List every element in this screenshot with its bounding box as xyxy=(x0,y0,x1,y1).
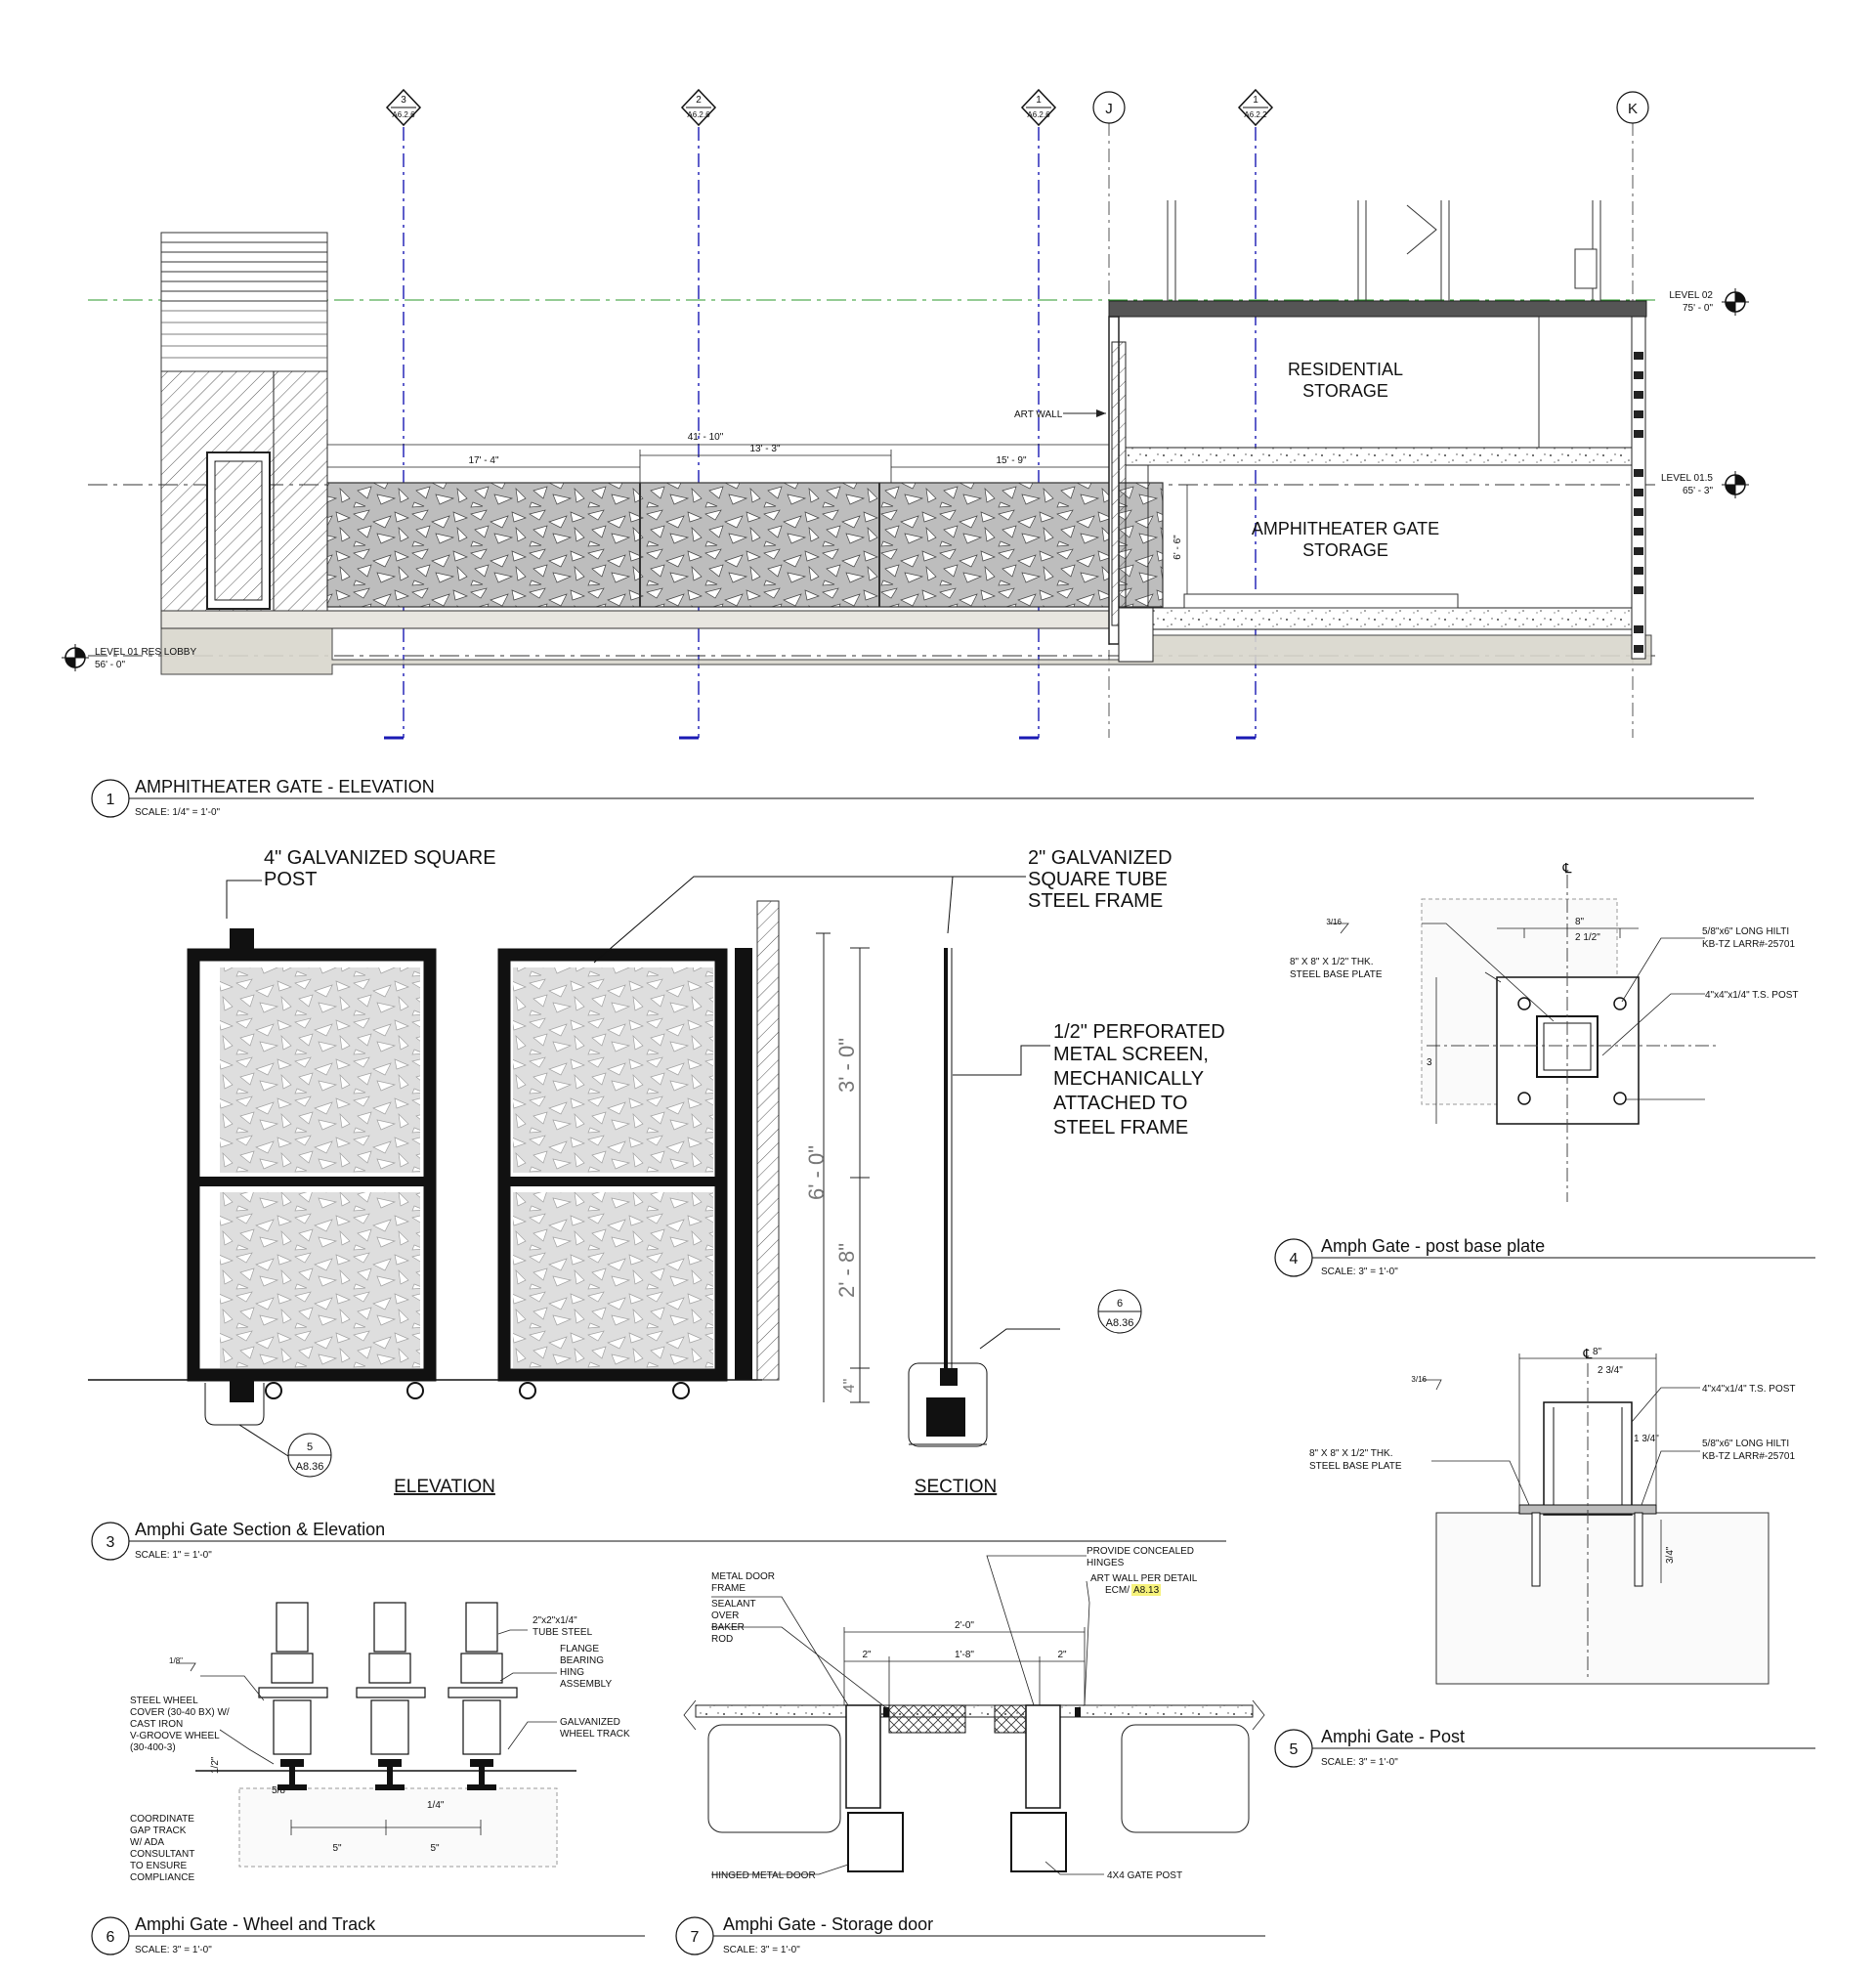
svg-text:LEVEL 01.5: LEVEL 01.5 xyxy=(1660,473,1713,484)
svg-text:Amph Gate - post base plate: Amph Gate - post base plate xyxy=(1321,1236,1546,1256)
svg-text:COORDINATE: COORDINATE xyxy=(130,1814,194,1825)
detail-title-4 xyxy=(1275,1236,1815,1277)
section-marker-1b xyxy=(1239,90,1272,125)
svg-text:4": 4" xyxy=(841,1378,858,1394)
svg-text:3: 3 xyxy=(1427,1057,1432,1068)
svg-text:℄: ℄ xyxy=(1583,1346,1593,1361)
svg-text:1'-8": 1'-8" xyxy=(955,1650,974,1660)
svg-text:BAKER: BAKER xyxy=(711,1622,745,1633)
callout-5[interactable] xyxy=(288,1434,331,1477)
svg-text:6: 6 xyxy=(106,1929,115,1946)
svg-text:CONSULTANT: CONSULTANT xyxy=(130,1849,195,1860)
svg-text:HINGES: HINGES xyxy=(1087,1558,1125,1568)
detail-4-base-plate xyxy=(1290,860,1799,1202)
svg-text:ATTACHED TO: ATTACHED TO xyxy=(1053,1093,1188,1114)
svg-text:3' - 0": 3' - 0" xyxy=(834,1037,859,1094)
detail-title-3 xyxy=(92,1520,1226,1561)
svg-text:56' - 0": 56' - 0" xyxy=(95,660,126,670)
svg-text:COVER (30-40 BX) W/: COVER (30-40 BX) W/ xyxy=(130,1707,230,1718)
svg-text:1: 1 xyxy=(1253,95,1258,106)
svg-text:STEEL WHEEL: STEEL WHEEL xyxy=(130,1696,198,1706)
svg-text:STEEL BASE PLATE: STEEL BASE PLATE xyxy=(1309,1461,1402,1472)
svg-text:4X4 GATE POST: 4X4 GATE POST xyxy=(1107,1870,1183,1881)
svg-text:1/2" PERFORATED: 1/2" PERFORATED xyxy=(1053,1021,1225,1043)
section-marker-3 xyxy=(387,90,420,125)
grid-bubble-k xyxy=(1617,92,1648,123)
svg-text:41' - 10": 41' - 10" xyxy=(687,432,724,443)
svg-text:LEVEL 02: LEVEL 02 xyxy=(1669,290,1713,301)
svg-text:Amphi Gate - Post: Amphi Gate - Post xyxy=(1321,1727,1466,1746)
svg-text:STORAGE: STORAGE xyxy=(1302,381,1388,401)
svg-text:℄: ℄ xyxy=(1562,860,1572,876)
svg-text:75' - 0": 75' - 0" xyxy=(1682,303,1713,314)
svg-text:4: 4 xyxy=(1289,1251,1299,1267)
svg-text:1 3/4": 1 3/4" xyxy=(1634,1434,1659,1444)
svg-text:2 1/2": 2 1/2" xyxy=(1575,932,1600,943)
svg-text:GAP TRACK: GAP TRACK xyxy=(130,1826,187,1836)
svg-text:GALVANIZED: GALVANIZED xyxy=(560,1717,620,1728)
svg-text:ECM/: ECM/ xyxy=(1105,1585,1130,1596)
svg-text:2": 2" xyxy=(862,1650,872,1660)
svg-text:(30-400-3): (30-400-3) xyxy=(130,1742,176,1753)
svg-text:3/16: 3/16 xyxy=(1326,918,1342,926)
grid-bubble-j xyxy=(1093,92,1125,123)
svg-text:ROD: ROD xyxy=(711,1634,734,1645)
detail-title-7 xyxy=(676,1914,1265,1955)
svg-text:A8.36: A8.36 xyxy=(295,1461,324,1473)
detail-7-storage-door xyxy=(684,1546,1264,1881)
svg-text:MECHANICALLY: MECHANICALLY xyxy=(1053,1068,1205,1090)
svg-text:METAL SCREEN,: METAL SCREEN, xyxy=(1053,1044,1209,1065)
level-015-marker xyxy=(1661,471,1749,498)
svg-text:13' - 3": 13' - 3" xyxy=(749,444,781,454)
svg-text:5": 5" xyxy=(332,1843,342,1854)
svg-text:AMPHITHEATER GATE - ELEVATION: AMPHITHEATER GATE - ELEVATION xyxy=(135,777,435,796)
svg-text:15' - 9": 15' - 9" xyxy=(996,455,1027,466)
svg-text:K: K xyxy=(1627,101,1639,117)
svg-text:A6.2.6: A6.2.6 xyxy=(1027,110,1050,119)
svg-text:SCALE: 3" = 1'-0": SCALE: 3" = 1'-0" xyxy=(723,1945,800,1955)
svg-text:8": 8" xyxy=(1575,917,1585,927)
svg-text:5/8"x6" LONG HILTI: 5/8"x6" LONG HILTI xyxy=(1702,1439,1790,1449)
svg-text:3/16: 3/16 xyxy=(1411,1375,1427,1384)
svg-text:STEEL FRAME: STEEL FRAME xyxy=(1053,1117,1189,1138)
svg-text:65' - 3": 65' - 3" xyxy=(1682,486,1713,496)
svg-text:3: 3 xyxy=(401,95,406,106)
detail-6-wheel-track xyxy=(130,1603,630,1883)
svg-text:METAL DOOR: METAL DOOR xyxy=(711,1571,776,1582)
svg-text:5": 5" xyxy=(430,1843,440,1854)
svg-text:STEEL FRAME: STEEL FRAME xyxy=(1028,890,1164,912)
detail-title-6 xyxy=(92,1914,645,1955)
svg-text:4"x4"x1/4" T.S. POST: 4"x4"x1/4" T.S. POST xyxy=(1702,1384,1796,1395)
svg-text:2'-0": 2'-0" xyxy=(955,1620,974,1631)
svg-text:AMPHITHEATER GATE: AMPHITHEATER GATE xyxy=(1251,519,1440,538)
svg-text:1: 1 xyxy=(1036,95,1042,106)
svg-text:FLANGE: FLANGE xyxy=(560,1644,600,1654)
svg-text:J: J xyxy=(1105,101,1113,117)
svg-text:3: 3 xyxy=(106,1534,115,1551)
detail-3-gate xyxy=(88,847,1225,1497)
svg-text:5/8"x6" LONG HILTI: 5/8"x6" LONG HILTI xyxy=(1702,926,1790,937)
svg-text:2 3/4": 2 3/4" xyxy=(1598,1365,1623,1376)
svg-text:7: 7 xyxy=(690,1929,700,1946)
svg-text:KB-TZ LARR#-25701: KB-TZ LARR#-25701 xyxy=(1702,1451,1796,1462)
svg-text:1/2": 1/2" xyxy=(210,1756,221,1774)
svg-text:SQUARE TUBE: SQUARE TUBE xyxy=(1028,869,1168,890)
svg-text:SCALE: 1/4" = 1'-0": SCALE: 1/4" = 1'-0" xyxy=(135,807,221,818)
svg-text:W/ ADA: W/ ADA xyxy=(130,1837,165,1848)
svg-text:6' - 6": 6' - 6" xyxy=(1172,535,1183,560)
callout-6[interactable] xyxy=(1098,1290,1141,1333)
svg-text:STEEL BASE PLATE: STEEL BASE PLATE xyxy=(1290,969,1383,980)
svg-text:5: 5 xyxy=(1289,1741,1299,1758)
svg-text:A8.36: A8.36 xyxy=(1105,1317,1134,1329)
svg-text:SECTION: SECTION xyxy=(914,1477,998,1497)
svg-text:6' - 0": 6' - 0" xyxy=(804,1144,829,1201)
svg-text:17' - 4": 17' - 4" xyxy=(468,455,499,466)
svg-text:TO ENSURE: TO ENSURE xyxy=(130,1861,188,1871)
detail-5-post xyxy=(1309,1346,1796,1684)
svg-text:ART WALL PER DETAIL: ART WALL PER DETAIL xyxy=(1090,1573,1198,1584)
svg-text:3/4": 3/4" xyxy=(1665,1546,1676,1564)
svg-text:A6.2.6: A6.2.6 xyxy=(687,110,710,119)
svg-text:SEALANT: SEALANT xyxy=(711,1599,756,1610)
svg-text:4"x4"x1/4" T.S. POST: 4"x4"x1/4" T.S. POST xyxy=(1705,990,1799,1001)
detail-title-5 xyxy=(1275,1727,1815,1768)
svg-text:8" X 8" X 1/2" THK.: 8" X 8" X 1/2" THK. xyxy=(1290,957,1374,967)
svg-text:1: 1 xyxy=(106,792,115,808)
svg-text:COMPLIANCE: COMPLIANCE xyxy=(130,1872,195,1883)
svg-text:Amphi Gate - Storage door: Amphi Gate - Storage door xyxy=(723,1914,934,1934)
svg-text:4" GALVANIZED SQUARE: 4" GALVANIZED SQUARE xyxy=(264,847,496,869)
section-marker-2 xyxy=(682,90,715,125)
svg-text:SCALE: 1" = 1'-0": SCALE: 1" = 1'-0" xyxy=(135,1550,212,1561)
svg-text:RESIDENTIAL: RESIDENTIAL xyxy=(1287,360,1404,379)
level-02-marker xyxy=(1669,288,1749,316)
svg-text:2" GALVANIZED: 2" GALVANIZED xyxy=(1028,847,1172,869)
svg-text:ELEVATION: ELEVATION xyxy=(394,1477,495,1497)
svg-text:KB-TZ LARR#-25701: KB-TZ LARR#-25701 xyxy=(1702,939,1796,950)
svg-text:SCALE: 3" = 1'-0": SCALE: 3" = 1'-0" xyxy=(1321,1267,1398,1277)
svg-text:SCALE: 3" = 1'-0": SCALE: 3" = 1'-0" xyxy=(1321,1757,1398,1768)
svg-text:ART WALL: ART WALL xyxy=(1014,409,1063,420)
svg-text:TUBE STEEL: TUBE STEEL xyxy=(533,1627,593,1638)
svg-text:FRAME: FRAME xyxy=(711,1583,746,1594)
svg-text:PROVIDE CONCEALED: PROVIDE CONCEALED xyxy=(1087,1546,1195,1557)
svg-text:V-GROOVE WHEEL: V-GROOVE WHEEL xyxy=(130,1731,220,1741)
svg-text:OVER: OVER xyxy=(711,1611,740,1621)
svg-text:2' - 8": 2' - 8" xyxy=(834,1242,859,1299)
svg-text:6: 6 xyxy=(1116,1298,1124,1310)
section-marker-1 xyxy=(1022,90,1055,125)
svg-text:ASSEMBLY: ASSEMBLY xyxy=(560,1679,613,1690)
svg-text:CAST IRON: CAST IRON xyxy=(130,1719,184,1730)
svg-text:Amphi Gate Section & Elevation: Amphi Gate Section & Elevation xyxy=(135,1520,386,1539)
svg-text:HINGED METAL DOOR: HINGED METAL DOOR xyxy=(711,1870,816,1881)
svg-text:POST: POST xyxy=(264,869,318,890)
svg-text:5: 5 xyxy=(306,1441,314,1453)
detail-1-elevation xyxy=(62,90,1749,738)
svg-text:2": 2" xyxy=(1057,1650,1067,1660)
svg-text:1/8": 1/8" xyxy=(169,1656,183,1665)
svg-text:8" X 8" X 1/2" THK.: 8" X 8" X 1/2" THK. xyxy=(1309,1448,1393,1459)
svg-text:WHEEL TRACK: WHEEL TRACK xyxy=(560,1729,630,1740)
svg-text:1/4": 1/4" xyxy=(427,1800,445,1811)
svg-text:HING: HING xyxy=(560,1667,584,1678)
svg-text:A8.13: A8.13 xyxy=(1133,1585,1160,1596)
svg-text:2"x2"x1/4": 2"x2"x1/4" xyxy=(533,1615,577,1626)
svg-text:8": 8" xyxy=(1593,1347,1602,1357)
svg-text:STORAGE: STORAGE xyxy=(1302,540,1388,560)
svg-text:2: 2 xyxy=(696,95,702,106)
detail-title-1 xyxy=(92,777,1754,818)
svg-text:A6.2.2: A6.2.2 xyxy=(1244,110,1267,119)
svg-text:LEVEL 01 RES LOBBY: LEVEL 01 RES LOBBY xyxy=(95,647,197,658)
svg-text:BEARING: BEARING xyxy=(560,1655,605,1666)
svg-text:A6.2.6: A6.2.6 xyxy=(392,110,415,119)
svg-text:Amphi Gate - Wheel and Track: Amphi Gate - Wheel and Track xyxy=(135,1914,376,1934)
svg-text:5/8": 5/8" xyxy=(272,1785,289,1796)
svg-text:SCALE: 3" = 1'-0": SCALE: 3" = 1'-0" xyxy=(135,1945,212,1955)
